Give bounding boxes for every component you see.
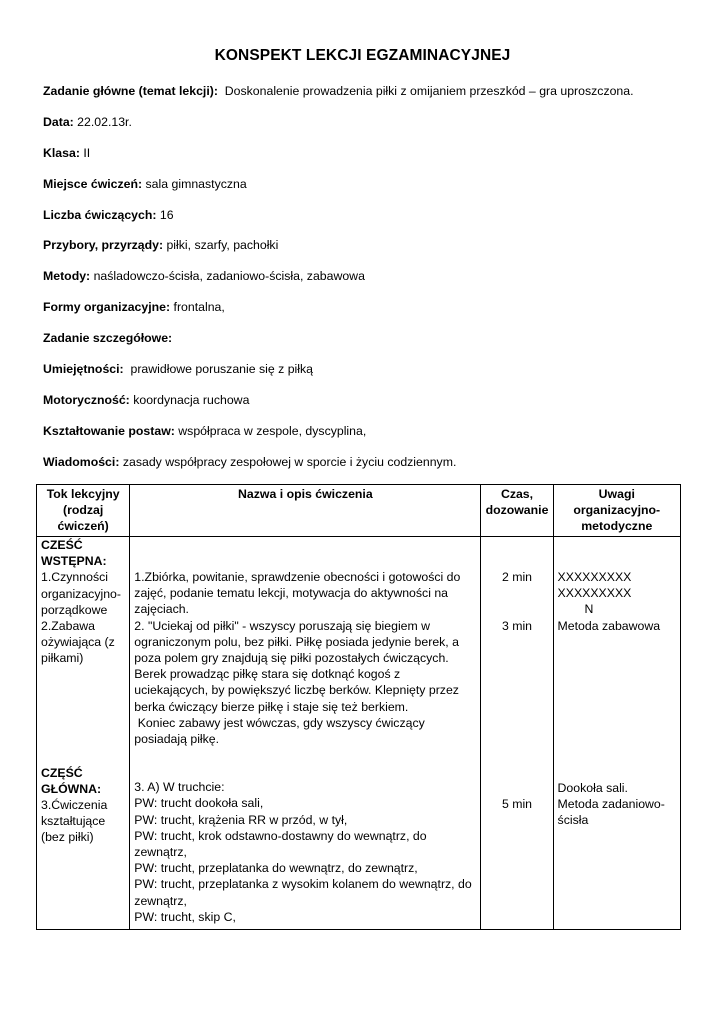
field-value: Doskonalenie prowadzenia piłki z omijaniem przeszkód – gra uproszczona. <box>224 84 634 98</box>
field-value: 22.02.13r. <box>77 115 132 129</box>
field-label: Umiejętności: <box>43 362 124 376</box>
field-value: II <box>83 146 91 160</box>
section-intro-label: CZEŚĆ WSTĘPNA: <box>41 538 107 569</box>
field-label: Miejsce ćwiczeń: <box>43 177 143 191</box>
exercise-paragraph: 1.Zbiórka, powitanie, sprawdzenie obecności i gotowości do zajęć, podanie tematu lekcji, motywacja do aktywności na zajęciach. <box>134 570 461 617</box>
field-class <box>43 146 90 160</box>
lesson-table <box>36 484 681 930</box>
stage-cell <box>37 537 130 930</box>
field-label: Liczba ćwiczących: <box>43 208 157 222</box>
field-methods <box>43 269 365 283</box>
time-value: 3 min <box>501 619 533 634</box>
stage-item: 2.Zabawa ożywiająca (z piłkami) <box>41 619 115 666</box>
field-knowledge <box>43 455 456 469</box>
field-label: Motoryczność: <box>43 393 130 407</box>
time-value: 2 min <box>501 570 533 584</box>
field-value: prawidłowe poruszanie się z piłką <box>130 362 313 376</box>
field-value: piłki, szarfy, pachołki <box>166 238 279 252</box>
field-label: Wiadomości: <box>43 455 120 469</box>
field-value: naśladowczo-ścisła, zadaniowo-ścisła, zabawowa <box>93 269 365 283</box>
section-main-label: CZĘŚĆ GŁÓWNA: <box>41 765 102 796</box>
field-place <box>43 177 247 191</box>
field-value: koordynacja ruchowa <box>133 393 250 407</box>
notes-cell <box>553 537 680 930</box>
field-value: zasady współpracy zespołowej w sporcie i życiu codziennym. <box>122 455 457 469</box>
field-skills <box>43 362 313 376</box>
table-header-row <box>37 485 681 537</box>
stage-item: 1.Czynności organizacyjno-porządkowe <box>41 570 121 617</box>
exercise-line: PW: trucht, krok odstawno-dostawny do wewnątrz, do zewnątrz, <box>134 828 427 860</box>
header-time: Czas, dozowanie <box>481 485 553 537</box>
field-label: Zadanie szczegółowe: <box>43 331 173 345</box>
stage-item: 3.Ćwiczenia kształtujące (bez piłki) <box>41 798 108 845</box>
field-attitudes <box>43 424 366 438</box>
exercise-line: PW: trucht dookoła sali, <box>134 796 264 811</box>
header-notes: Uwagi organizacyjno-metodyczne <box>553 485 680 537</box>
field-date <box>43 115 132 129</box>
exercise-line: PW: trucht, przeplatanka do wewnątrz, do zewnątrz, <box>134 861 418 876</box>
formation-row: XXXXXXXXX <box>557 570 632 584</box>
field-label: Formy organizacyjne: <box>43 300 171 314</box>
exercise-line: PW: trucht, skip C, <box>134 909 236 924</box>
field-value: współpraca w zespole, dyscyplina, <box>178 424 367 438</box>
field-label: Zadanie główne (temat lekcji): <box>43 84 218 98</box>
method-note: Metoda zabawowa <box>557 618 661 633</box>
field-forms <box>43 300 225 314</box>
field-value: sala gimnastyczna <box>145 177 247 191</box>
exercise-paragraph: Koniec zabawy jest wówczas, gdy wszyscy ćwiczący posiadają piłkę. <box>134 715 429 747</box>
header-stage: Tok lekcyjny (rodzaj ćwiczeń) <box>37 485 130 537</box>
field-value: 16 <box>159 208 174 222</box>
exercise-cell <box>130 537 481 930</box>
exercise-line: PW: trucht, krążenia RR w przód, w tył, <box>134 812 348 827</box>
table-row <box>37 537 681 930</box>
field-value: frontalna, <box>173 300 225 314</box>
field-label: Data: <box>43 115 74 129</box>
field-label: Przybory, przyrządy: <box>43 238 164 252</box>
field-label: Metody: <box>43 269 91 283</box>
field-label: Klasa: <box>43 146 80 160</box>
header-exercise: Nazwa i opis ćwiczenia <box>130 485 481 537</box>
time-value: 5 min <box>501 797 533 812</box>
field-equipment <box>43 238 278 252</box>
field-main-task <box>43 84 634 98</box>
field-count <box>43 208 174 222</box>
page-title: KONSPEKT LEKCJI EGZAMINACYJNEJ <box>214 47 511 64</box>
field-motor <box>43 393 249 407</box>
formation-row: XXXXXXXXX <box>557 586 632 601</box>
time-cell <box>481 537 553 930</box>
exercise-paragraph: 2. "Uciekaj od piłki" - wszyscy poruszają się biegiem w ograniczonym polu, bez piłki. Piłkę posiada jedynie berek, a poza polem gry znajdują się piłki pozostałych ćwiczących. Berek prowadząc piłkę stara się dotknąć kogoś z uciekających, by powiększyć liczbę berków. Klepnięty przez berka ćwiczący bierze piłkę i staje się też berkiem. <box>134 618 459 714</box>
method-note: Dookoła sali. <box>557 780 628 795</box>
exercise-paragraph: 3. A) W truchcie: <box>134 780 225 795</box>
exercise-line: PW: trucht, przeplatanka z wysokim kolanem do wewnątrz, do zewnątrz, <box>134 877 472 908</box>
field-label: Kształtowanie postaw: <box>43 424 175 438</box>
field-detailed-task <box>43 331 172 345</box>
method-note: Metoda zadaniowo-ścisła <box>557 797 665 828</box>
teacher-marker: N <box>584 602 594 617</box>
